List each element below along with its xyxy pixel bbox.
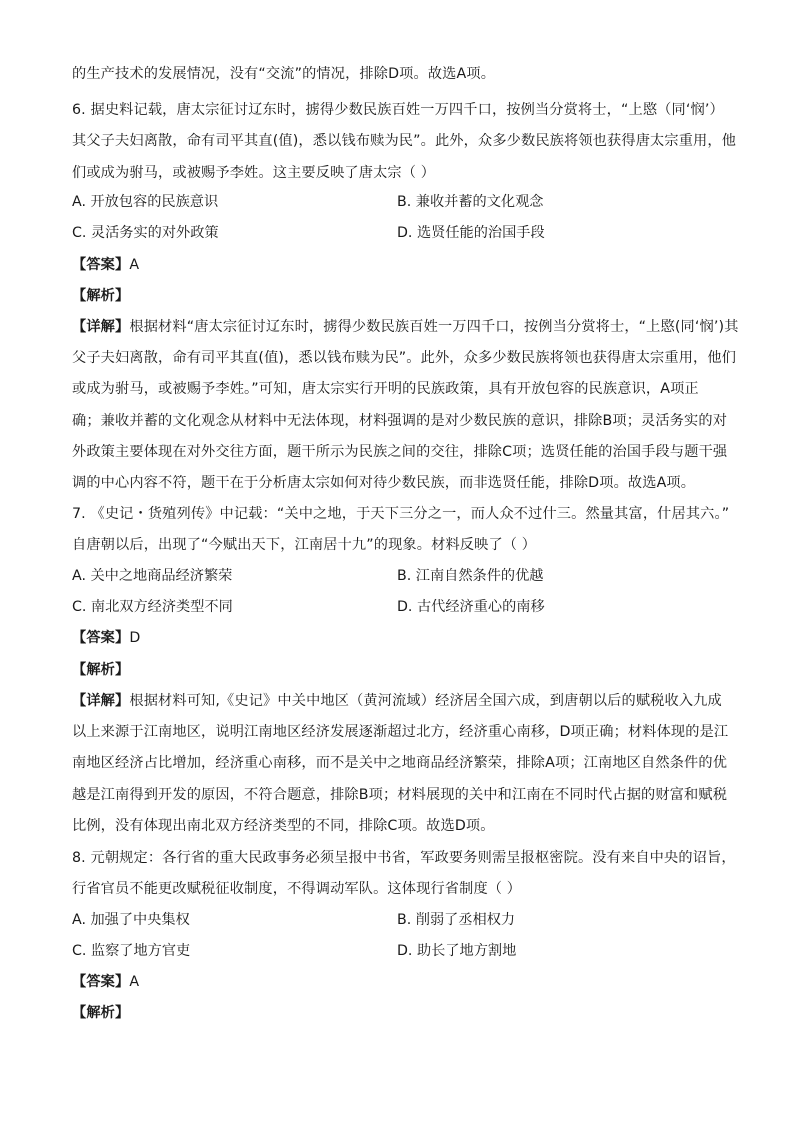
detail-line: 外政策主要体现在对外交往方面，题干所示为民族之间的交往，排除C项；选贤任能的治国手段与题干强 — [72, 444, 728, 460]
detail-line: 以上来源于江南地区，说明江南地区经济发展逐渐超过北方，经济重心南移，D项正确；材料体现的是江 — [72, 724, 729, 740]
detail-label: 【详解】 — [72, 319, 130, 335]
analysis-label: 【解析】 — [72, 662, 130, 678]
detail-line: 越是江南得到开发的原因，不符合题意，排除B项；材料展现的关中和江南在不同时代占据的财富和赋税 — [72, 787, 728, 803]
intro-tail-line: 的生产技术的发展情况，没有“交流”的情况，排除D项。故选A项。 — [72, 66, 496, 82]
question-stem-line: 自唐朝以后，出现了“今赋出天下，江南居十九”的现象。材料反映了（ ） — [72, 537, 537, 553]
detail-line — [72, 691, 722, 711]
option-d: D. 助长了地方割地 — [397, 943, 517, 959]
answer-value: A — [129, 257, 140, 273]
answer-row — [72, 255, 139, 275]
question-stem-line: 8. 元朝规定：各行省的重大民政事务必须呈报中书省，军政要务则需呈报枢密院。没有来自中央的诏旨， — [72, 850, 736, 866]
detail-text: 根据材料“唐太宗征讨辽东时，掳得少数民族百姓一万四千口，按例当分赏将士，“上愍(同‘悯’)其 — [129, 319, 739, 335]
question-stem-line: 们或成为驸马，或被赐予李姓。这主要反映了唐太宗（ ） — [72, 165, 436, 181]
option-b: B. 兼收并蓄的文化观念 — [397, 194, 544, 210]
option-a: A. 开放包容的民族意识 — [72, 194, 219, 210]
answer-label: 【答案】 — [72, 630, 130, 646]
analysis-label: 【解析】 — [72, 288, 130, 304]
option-b: B. 江南自然条件的优越 — [397, 568, 544, 584]
option-d: D. 选贤任能的治国手段 — [397, 225, 545, 241]
answer-row — [72, 972, 139, 992]
analysis-label: 【解析】 — [72, 1005, 130, 1021]
option-b: B. 削弱了丞相权力 — [397, 912, 516, 928]
option-c: C. 灵活务实的对外政策 — [72, 225, 219, 241]
answer-row — [72, 628, 140, 648]
detail-line: 比例，没有体现出南北双方经济类型的不同，排除C项。故选D项。 — [72, 818, 495, 834]
question-stem-line: 7. 《史记・货殖列传》中记载：“关中之地，于天下三分之一，而人众不过什三。然量其富，什居其六。” — [72, 506, 730, 522]
detail-line: 确；兼收并蓄的文化观念从材料中无法体现，材料强调的是对少数民族的意识，排除B项；灵活务实的对 — [72, 413, 728, 429]
detail-line: 南地区经济占比增加，经济重心南移，而不是关中之地商品经济繁荣，排除A项；江南地区自然条件的优 — [72, 755, 728, 771]
question-stem-line: 行省官员不能更改赋税征收制度，不得调动军队。这体现行省制度（ ） — [72, 881, 522, 897]
question-stem-line: 其父子夫妇离散，命有司平其直(值)，悉以钱布赎为民”。此外，众多少数民族将领也获得唐太宗重用，他 — [72, 133, 737, 149]
answer-label: 【答案】 — [72, 257, 130, 273]
option-a: A. 加强了中央集权 — [72, 912, 190, 928]
option-c: C. 监察了地方官吏 — [72, 943, 191, 959]
option-c: C. 南北双方经济类型不同 — [72, 599, 233, 615]
detail-line — [72, 317, 739, 337]
question-stem-line: 6. 据史料记载，唐太宗征讨辽东时，掳得少数民族百姓一万四千口，按例当分赏将士，“上愍（同‘悯’） — [72, 102, 724, 118]
answer-value: A — [129, 974, 140, 990]
answer-value: D — [129, 630, 141, 646]
option-a: A. 关中之地商品经济繁荣 — [72, 568, 233, 584]
option-d: D. 古代经济重心的南移 — [397, 599, 545, 615]
detail-label: 【详解】 — [72, 693, 130, 709]
detail-line: 或成为驸马，或被赐予李姓。”可知，唐太宗实行开明的民族政策，具有开放包容的民族意识，A项正 — [72, 381, 699, 397]
detail-line: 调的中心内容不符，题干在于分析唐太宗如何对待少数民族，而非选贤任能，排除D项。故选A项。 — [72, 475, 696, 491]
detail-line: 父子夫妇离散，命有司平其直(值)，悉以钱布赎为民”。此外，众多少数民族将领也获得唐太宗重用，他们 — [72, 350, 737, 366]
answer-label: 【答案】 — [72, 974, 130, 990]
detail-text: 根据材料可知,《史记》中关中地区（黄河流域）经济居全国六成，到唐朝以后的赋税收入九成 — [129, 693, 722, 709]
